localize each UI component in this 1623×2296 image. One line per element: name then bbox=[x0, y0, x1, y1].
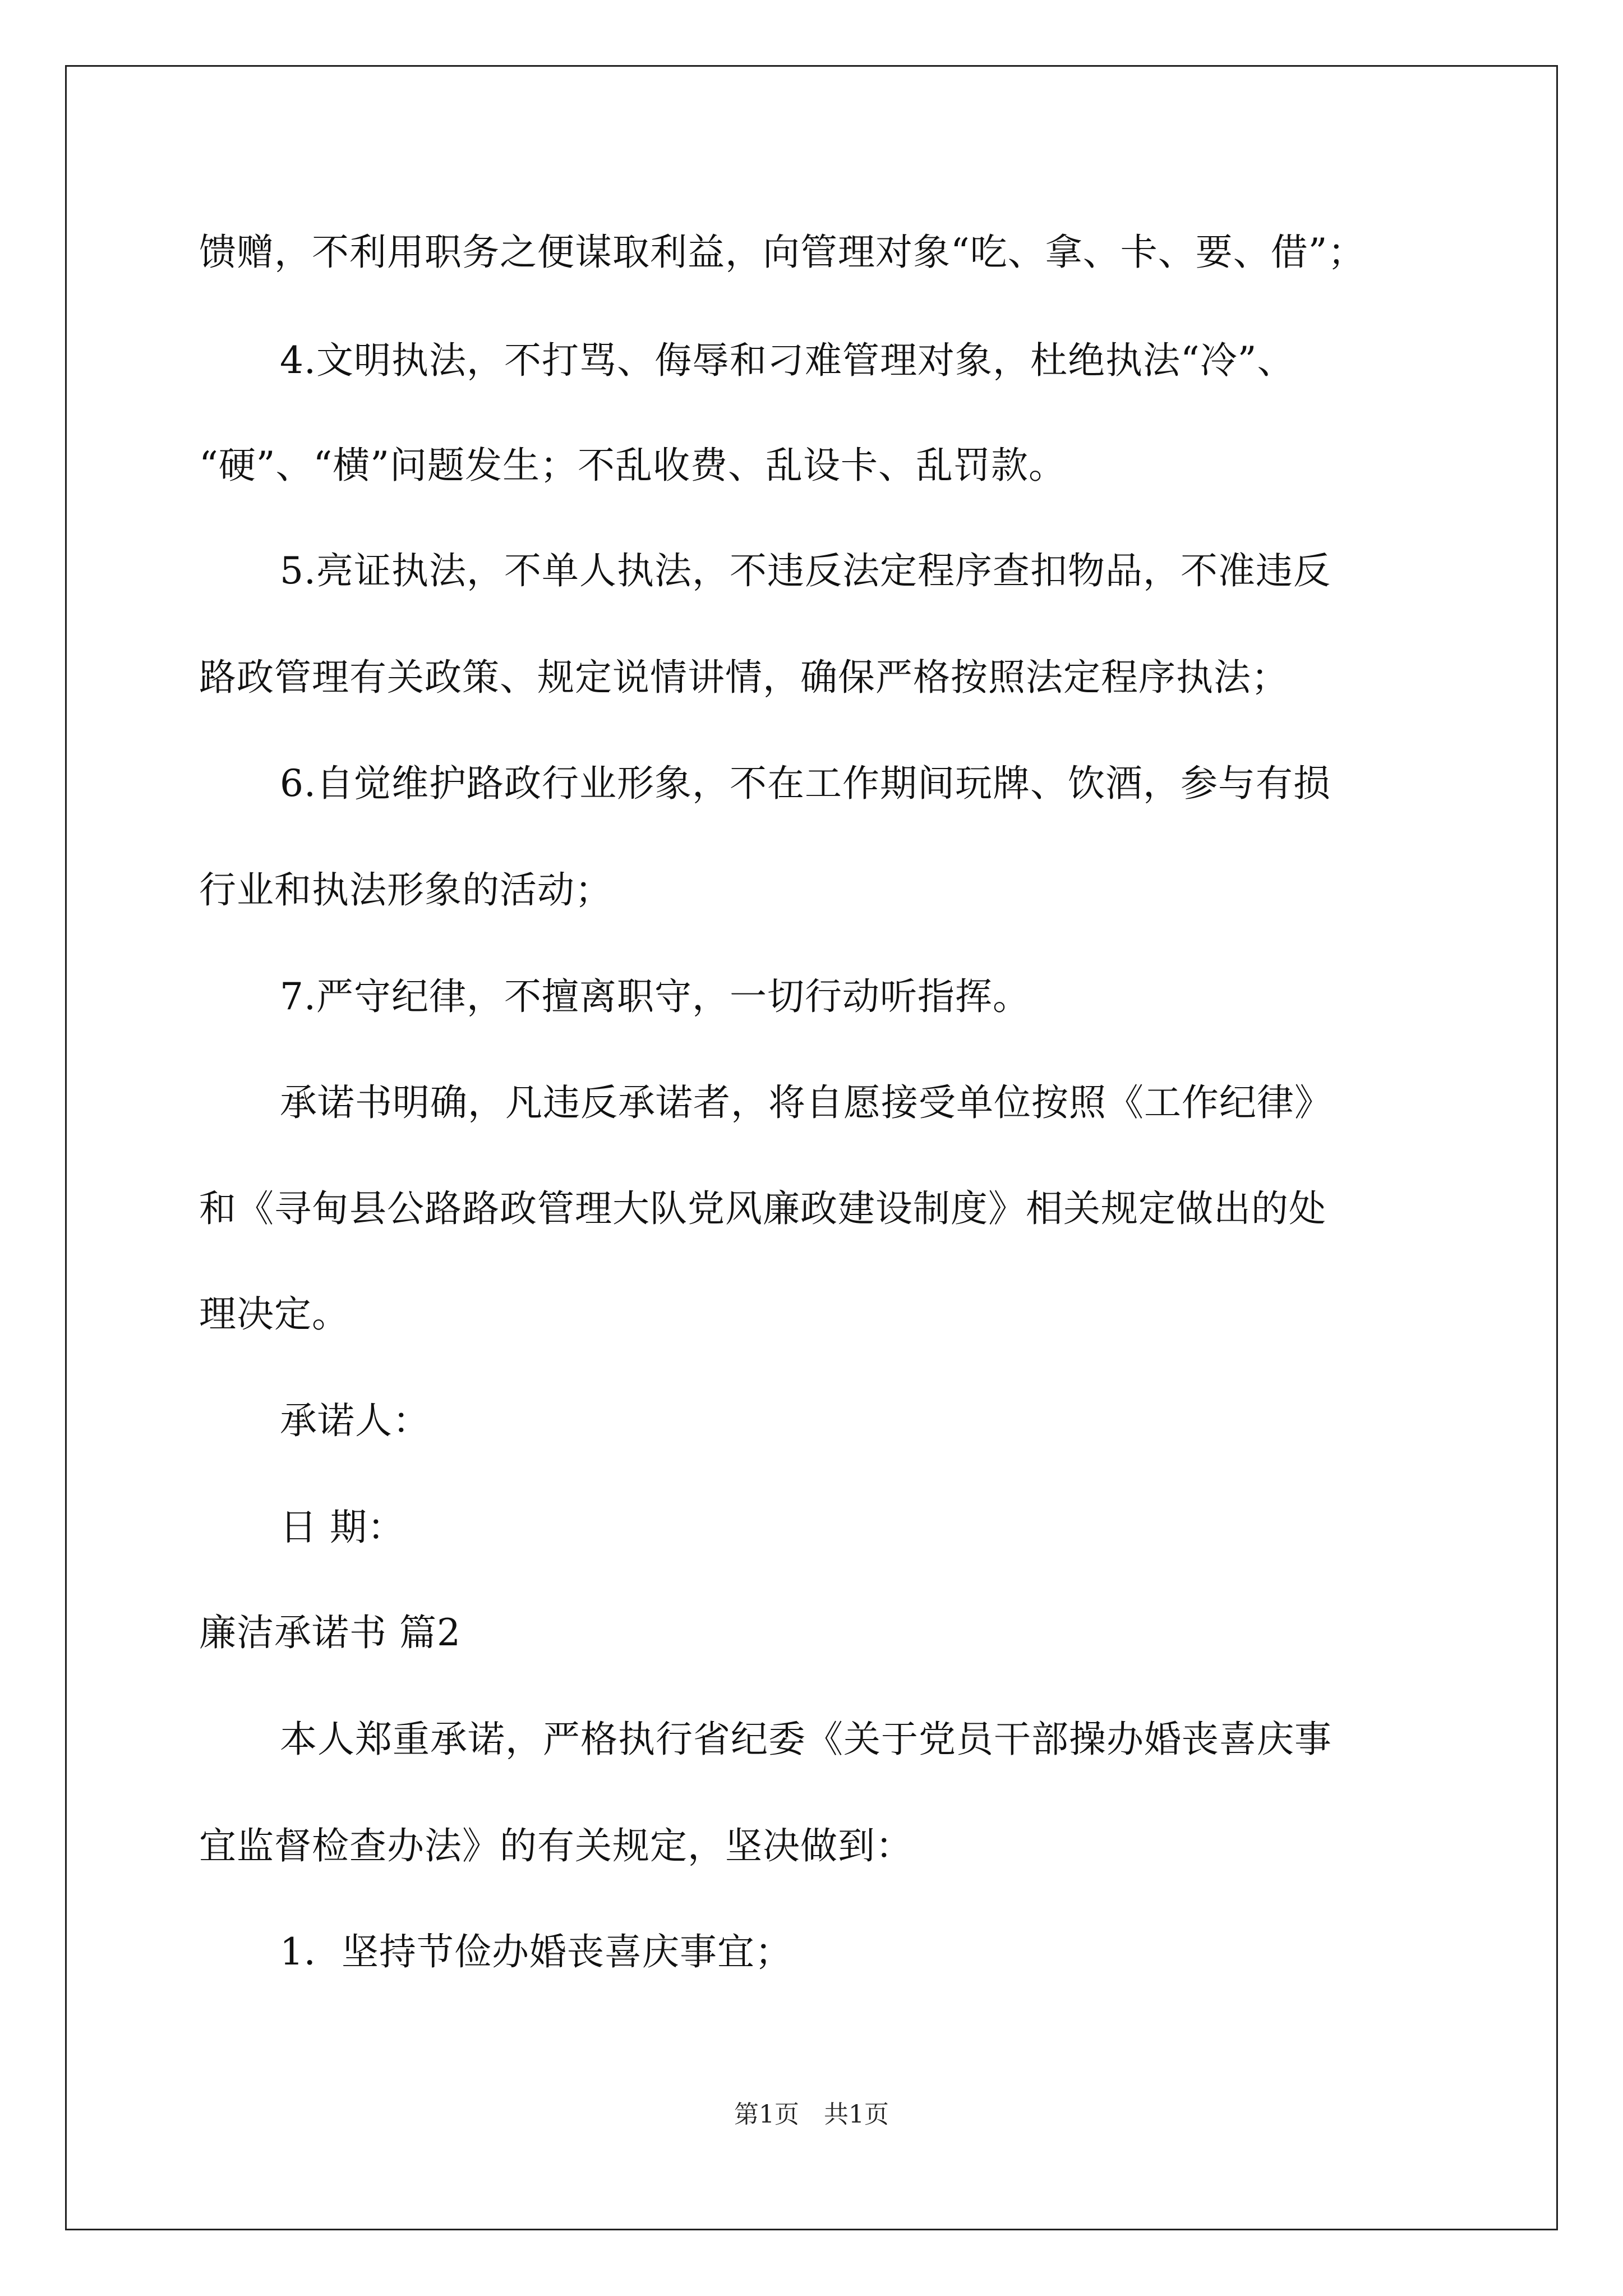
text-line-6: 6.自觉维护路政行业形象，不在工作期间玩牌、饮酒，参与有损 bbox=[280, 762, 1331, 805]
section-heading: 廉洁承诺书 篇2 bbox=[199, 1611, 461, 1654]
page-border bbox=[65, 65, 1558, 2230]
text-line-1: 馈赠，不利用职务之便谋取利益，向管理对象“吃、拿、卡、要、借”； bbox=[199, 231, 1366, 274]
page-number-footer: 第1页 共1页 bbox=[734, 2100, 889, 2129]
text-line-10: 和《寻甸县公路路政管理大队党风廉政建设制度》相关规定做出的处 bbox=[199, 1187, 1326, 1230]
text-line-2: 4.文明执法，不打骂、侮辱和刁难管理对象，杜绝执法“冷”、 bbox=[280, 339, 1295, 382]
text-line-7: 行业和执法形象的活动； bbox=[199, 868, 612, 912]
date-label: 日 期： bbox=[280, 1506, 405, 1549]
text-line-9: 承诺书明确，凡违反承诺者，将自愿接受单位按照《工作纪律》 bbox=[280, 1081, 1332, 1124]
text-line-5: 路政管理有关政策、规定说情讲情，确保严格按照法定程序执法； bbox=[199, 656, 1289, 699]
text-line-3: “硬”、“横”问题发生；不乱收费、乱设卡、乱罚款。 bbox=[199, 444, 1066, 487]
text-line-17: 1．坚持节俭办婚丧喜庆事宜； bbox=[280, 1930, 792, 1973]
text-line-15: 本人郑重承诺，严格执行省纪委《关于党员干部操办婚丧喜庆事 bbox=[280, 1718, 1332, 1761]
signatory-label: 承诺人： bbox=[280, 1399, 430, 1442]
text-line-16: 宜监督检查办法》的有关规定，坚决做到： bbox=[199, 1824, 913, 1867]
text-line-11: 理决定。 bbox=[199, 1292, 349, 1336]
text-line-8: 7.严守纪律，不擅离职守，一切行动听指挥。 bbox=[280, 975, 1030, 1018]
text-line-4: 5.亮证执法，不单人执法，不违反法定程序查扣物品，不准违反 bbox=[280, 549, 1331, 592]
